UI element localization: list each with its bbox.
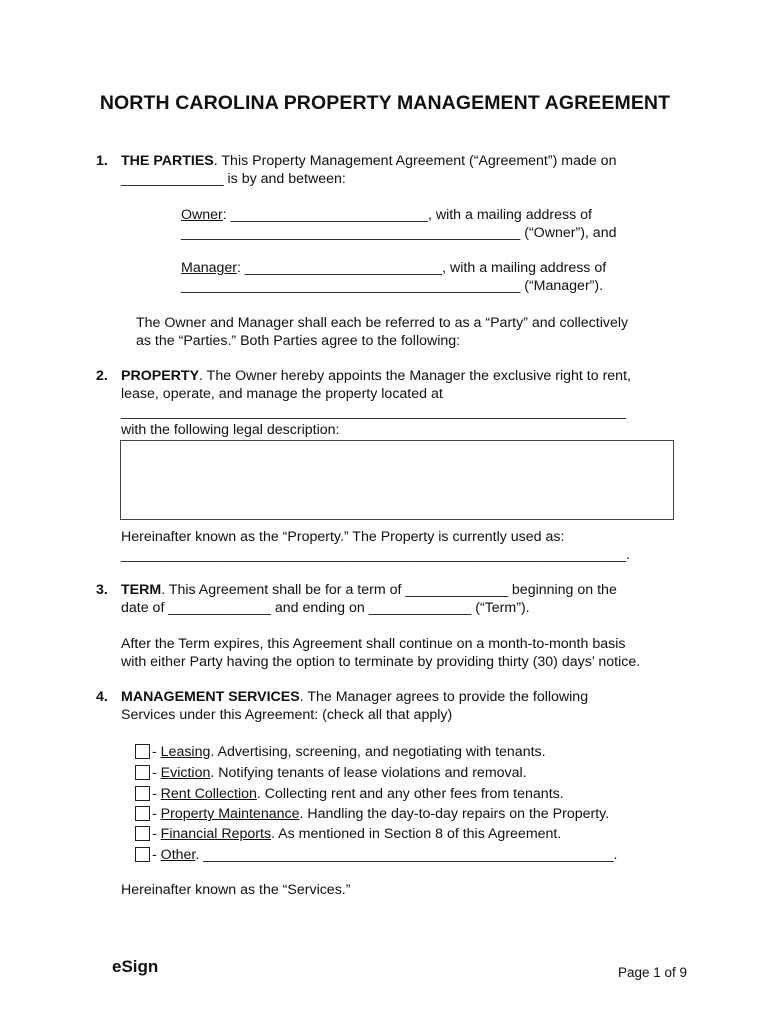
- leasing-checkbox[interactable]: [135, 744, 150, 759]
- services-closing: Hereinafter known as the “Services.”: [121, 882, 351, 898]
- section-1-heading: THE PARTIES: [121, 153, 214, 169]
- service-leasing: - Leasing. Advertising, screening, and negotiating with tenants.: [152, 744, 546, 760]
- service-rent-collection: - Rent Collection. Collecting rent and any other fees from tenants.: [152, 786, 564, 802]
- manager-line-1-text: : _________________________, with a mailing address of: [237, 260, 607, 276]
- other-checkbox[interactable]: [135, 847, 150, 862]
- property-use-blank[interactable]: ________________________________________________________________.: [121, 547, 630, 563]
- service-property-maintenance-name: Property Maintenance: [160, 806, 300, 822]
- term-para-line-2: with either Party having the option to terminate by providing thirty (30) days’ notice.: [121, 654, 641, 670]
- manager-label: Manager: [181, 260, 237, 276]
- section-1-line-2: _____________ is by and between:: [121, 171, 346, 187]
- service-eviction-name: Eviction: [160, 765, 211, 781]
- section-4-line-2: Services under this Agreement: (check all that apply): [121, 707, 453, 723]
- section-4-line-1-text: . The Manager agrees to provide the following: [299, 689, 589, 705]
- section-1-line-1-text: . This Property Management Agreement (“Agreement”) made on: [213, 153, 617, 169]
- owner-line-1: [181, 206, 592, 224]
- section-4-number: 4.: [96, 689, 108, 705]
- property-use-line: Hereinafter known as the “Property.” The Property is currently used as:: [121, 529, 565, 545]
- property-maintenance-checkbox[interactable]: [135, 806, 150, 821]
- section-2-number: 2.: [96, 368, 108, 384]
- section-1-number: 1.: [96, 153, 108, 169]
- service-eviction: - Eviction. Notifying tenants of lease violations and removal.: [152, 765, 527, 781]
- service-rent-collection-name: Rent Collection: [160, 786, 257, 802]
- section-3-line-2: date of _____________ and ending on _____________ (“Term”).: [121, 600, 530, 616]
- eviction-checkbox[interactable]: [135, 765, 150, 780]
- section-3-line-1: [121, 581, 617, 599]
- service-other: - Other. ____________________________________________________.: [152, 847, 618, 863]
- financial-reports-checkbox[interactable]: [135, 826, 150, 841]
- manager-line-2: ___________________________________________ (“Manager”).: [181, 278, 604, 294]
- section-2-line-1: [121, 367, 631, 385]
- owner-label: Owner: [181, 207, 223, 223]
- property-address-blank[interactable]: ________________________________________________________________: [121, 404, 626, 420]
- service-financial-reports: - Financial Reports. As mentioned in Section 8 of this Agreement.: [152, 826, 562, 842]
- section-1-line-1: [121, 152, 616, 170]
- term-para-line-1: After the Term expires, this Agreement shall continue on a month-to-month basis: [121, 636, 626, 652]
- section-2-line-2: lease, operate, and manage the property located at: [121, 386, 443, 402]
- section-4-heading: MANAGEMENT SERVICES: [121, 689, 300, 705]
- document-title: NORTH CAROLINA PROPERTY MANAGEMENT AGREEMENT: [99, 92, 671, 114]
- parties-line-2: as the “Parties.” Both Parties agree to the following:: [136, 333, 461, 349]
- owner-line-1-text: : _________________________, with a mailing address of: [222, 207, 592, 223]
- service-leasing-name: Leasing: [160, 744, 211, 760]
- section-3-number: 3.: [96, 582, 108, 598]
- service-property-maintenance: - Property Maintenance. Handling the day-to-day repairs on the Property.: [152, 806, 610, 822]
- service-financial-reports-name: Financial Reports: [160, 826, 272, 842]
- section-4-line-1: [121, 688, 588, 706]
- page-number: Page 1 of 9: [618, 965, 688, 980]
- section-2-line-4: with the following legal description:: [121, 422, 340, 438]
- manager-line-1: [181, 259, 606, 277]
- rent-collection-checkbox[interactable]: [135, 786, 150, 801]
- section-3-line-1-text: . This Agreement shall be for a term of _____________ beginning on the: [161, 582, 617, 598]
- section-3-heading: TERM: [121, 582, 162, 598]
- service-other-name: Other: [160, 847, 196, 863]
- parties-line-1: The Owner and Manager shall each be referred to as a “Party” and collectively: [136, 315, 629, 331]
- section-2-heading: PROPERTY: [121, 368, 200, 384]
- legal-description-box[interactable]: [120, 440, 674, 520]
- owner-line-2: ___________________________________________ (“Owner”), and: [181, 225, 617, 241]
- esign-logo: eSign: [112, 957, 159, 976]
- section-2-line-1-text: . The Owner hereby appoints the Manager the exclusive right to rent,: [199, 368, 631, 384]
